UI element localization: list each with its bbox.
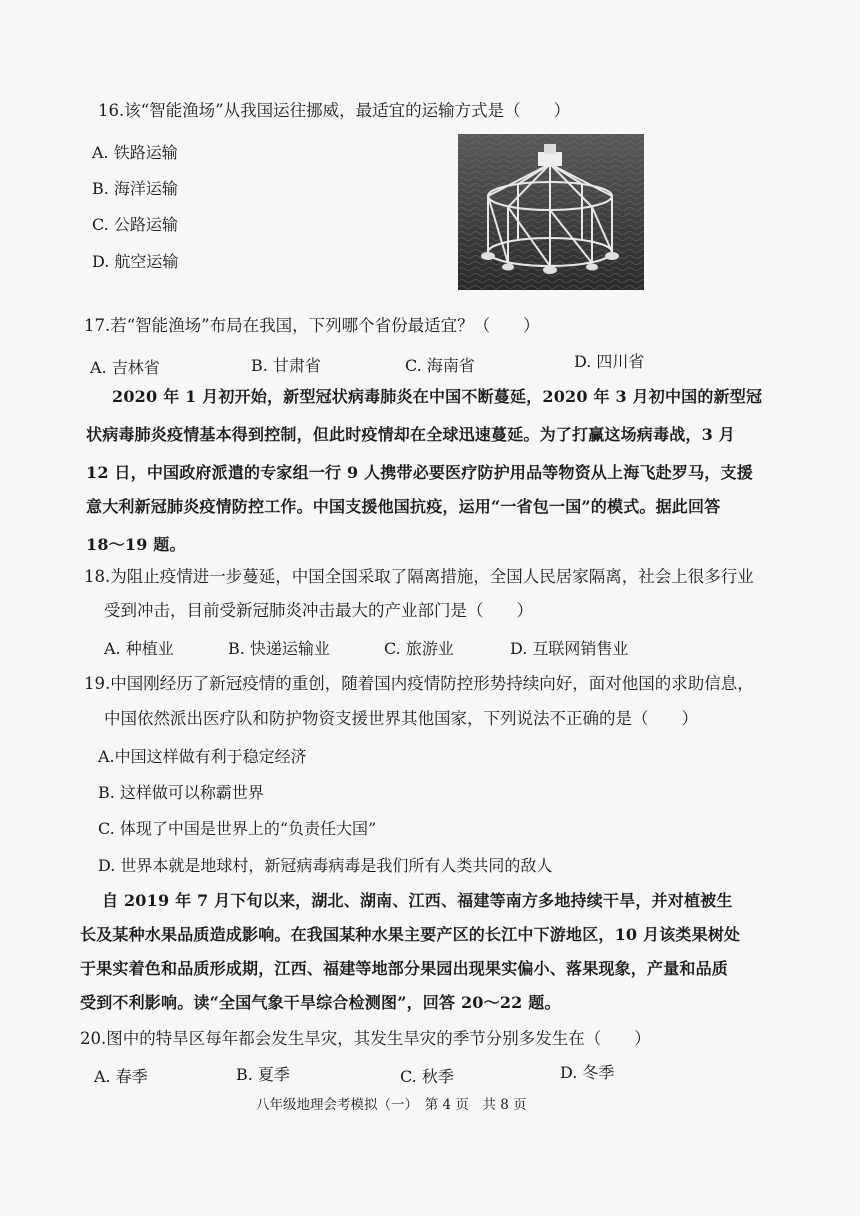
passage2-line-2: 长及某种水果品质造成影响。在我国某种水果主要产区的长江中下游地区，10 月该类果树处 bbox=[80, 925, 741, 944]
q16-option-b: B. 海洋运输 bbox=[92, 179, 178, 198]
q19-stem-line-2: 中国依然派出医疗队和防护物资支援世界其他国家，下列说法不正确的是（ ） bbox=[104, 709, 698, 728]
passage2-line-4: 受到不利影响。读“全国气象干旱综合检测图”，回答 20～22 题。 bbox=[80, 993, 561, 1012]
passage1-line-3: 12 日，中国政府派遣的专家组一行 9 人携带必要医疗防护用品等物资从上海飞赴罗马，支援 bbox=[86, 463, 753, 482]
q18-option-d: D. 互联网销售业 bbox=[510, 639, 629, 658]
fish-farm-illustration bbox=[458, 134, 644, 290]
q19-option-a: A.中国这样做有利于稳定经济 bbox=[98, 747, 307, 766]
passage1-line-4: 意大利新冠肺炎疫情防控工作。中国支援他国抗疫，运用“一省包一国”的模式。据此回答 bbox=[86, 497, 721, 516]
q17-option-d: D. 四川省 bbox=[574, 352, 645, 371]
q16-option-c: C. 公路运输 bbox=[92, 215, 178, 234]
q16-stem: 16.该“智能渔场”从我国运往挪威，最适宜的运输方式是（ ） bbox=[98, 101, 571, 120]
q20-option-d: D. 冬季 bbox=[560, 1063, 615, 1082]
passage1-line-1: 2020 年 1 月初开始，新型冠状病毒肺炎在中国不断蔓延，2020 年 3 月初中国的新型冠 bbox=[112, 387, 763, 406]
passage2-line-3: 于果实着色和品质形成期，江西、福建等地部分果园出现果实偏小、落果现象，产量和品质 bbox=[80, 959, 729, 978]
q17-option-c: C. 海南省 bbox=[405, 356, 475, 375]
q18-option-a: A. 种植业 bbox=[104, 639, 174, 658]
q20-option-b: B. 夏季 bbox=[236, 1065, 290, 1084]
q18-stem-line-1: 18.为阻止疫情进一步蔓延，中国全国采取了隔离措施，全国人民居家隔离，社会上很多行业 bbox=[84, 567, 754, 586]
q19-stem-line-1: 19.中国刚经历了新冠疫情的重创，随着国内疫情防控形势持续向好，面对他国的求助信息， bbox=[84, 674, 754, 693]
q20-option-a: A. 春季 bbox=[94, 1067, 148, 1086]
q16-option-d: D. 航空运输 bbox=[92, 252, 179, 271]
q17-option-a: A. 吉林省 bbox=[90, 358, 160, 377]
q17-stem: 17.若“智能渔场”布局在我国，下列哪个省份最适宜？（ ） bbox=[84, 316, 540, 335]
q17-option-b: B. 甘肃省 bbox=[251, 356, 321, 375]
q20-option-c: C. 秋季 bbox=[400, 1067, 454, 1086]
q19-option-c: C. 体现了中国是世界上的“负责任大国” bbox=[98, 819, 377, 838]
passage1-line-2: 状病毒肺炎疫情基本得到控制，但此时疫情却在全球迅速蔓延。为了打赢这场病毒战，3 月 bbox=[86, 425, 735, 444]
q18-stem-line-2: 受到冲击，目前受新冠肺炎冲击最大的产业部门是（ ） bbox=[104, 601, 533, 620]
q20-stem: 20.图中的特旱区每年都会发生旱灾，其发生旱灾的季节分别多发生在（ ） bbox=[80, 1029, 651, 1048]
q16-option-a: A. 铁路运输 bbox=[92, 143, 178, 162]
fish-farm-photo bbox=[458, 134, 644, 290]
q19-option-d: D. 世界本就是地球村，新冠病毒病毒是我们所有人类共同的敌人 bbox=[98, 856, 553, 875]
q18-option-c: C. 旅游业 bbox=[384, 639, 454, 658]
passage1-line-5: 18～19 题。 bbox=[86, 535, 186, 554]
page-footer: 八年级地理会考模拟（一） 第 4 页 共 8 页 bbox=[256, 1097, 527, 1113]
passage2-line-1: 自 2019 年 7 月下旬以来，湖北、湖南、江西、福建等南方多地持续干旱，并对植被生 bbox=[102, 891, 733, 910]
q18-option-b: B. 快递运输业 bbox=[228, 639, 330, 658]
q19-option-b: B. 这样做可以称霸世界 bbox=[98, 783, 264, 802]
